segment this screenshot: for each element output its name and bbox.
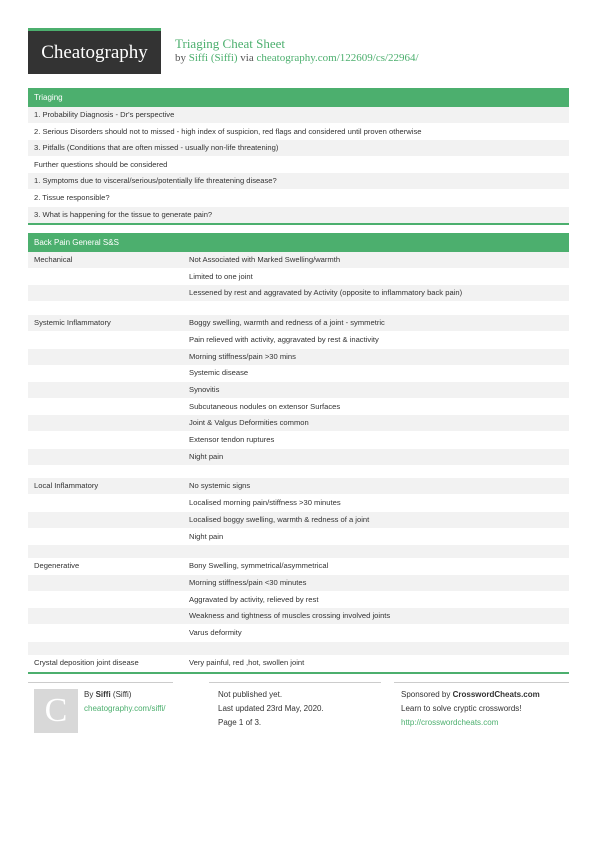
- triaging-row: [28, 124, 569, 140]
- sign-row: [28, 655, 569, 671]
- logo-text: Cheatography: [41, 42, 148, 63]
- triaging-row-text: 2. Tissue responsible?: [34, 193, 110, 202]
- sign-text: Morning stiffness/pain >30 mins: [189, 351, 296, 361]
- sign-text: Aggravated by activity, relieved by rest: [189, 594, 319, 604]
- footer-by-label: By: [84, 690, 94, 699]
- triaging-row-text: 3. What is happening for the tissue to generate pain?: [34, 209, 213, 219]
- sign-row: [28, 478, 569, 494]
- footer-divider: [394, 682, 569, 683]
- sign-text: Weakness and tightness of muscles crossing involved joints: [189, 611, 391, 621]
- footer-author-name[interactable]: Siffi: [95, 690, 111, 699]
- sign-text: Varus deformity: [189, 628, 242, 637]
- sponsor-name[interactable]: CrosswordCheats.com: [452, 690, 540, 699]
- sign-row: [28, 575, 569, 591]
- triaging-divider: [28, 223, 569, 225]
- sign-text: Synovitis: [189, 384, 220, 394]
- sign-row: [28, 512, 569, 528]
- byline: [175, 52, 419, 64]
- group-spacer: [28, 642, 569, 655]
- sign-row: [28, 315, 569, 331]
- sign-row: [28, 332, 569, 348]
- sign-row: [28, 558, 569, 574]
- sponsor-prefix: Sponsored by: [401, 690, 451, 699]
- triaging-row-text: Further questions should be considered: [34, 159, 168, 169]
- sign-text: No systemic signs: [189, 481, 251, 491]
- back-pain-divider: [28, 672, 569, 674]
- footer-divider: [209, 682, 381, 683]
- triaging-row: [28, 157, 569, 173]
- sign-text: Pain relieved with activity, aggravated by rest & inactivity: [189, 334, 379, 344]
- author-link[interactable]: Siffi (Siffi): [188, 52, 238, 64]
- last-updated: Last updated 23rd May, 2020.: [218, 704, 324, 713]
- group-spacer: [28, 465, 569, 478]
- sign-text: Bony Swelling, symmetrical/asymmetrical: [189, 561, 329, 571]
- triaging-row-text: 3. Pitfalls (Conditions that are often missed - usually non-life threatening): [34, 143, 279, 153]
- triaging-row-text: 2. Serious Disorders should not to missed - high index of suspicion, red flags and considered until proven otherwise: [34, 126, 422, 136]
- sign-text: Localised boggy swelling, warmth & redness of a joint: [189, 514, 370, 524]
- author-avatar[interactable]: C: [34, 689, 78, 733]
- sign-row: [28, 285, 569, 301]
- condition-label: Systemic Inflammatory: [34, 318, 111, 328]
- sign-row: [28, 592, 569, 608]
- sheet-url-link[interactable]: cheatography.com/122609/cs/22964/: [256, 52, 419, 64]
- footer-author-suffix: (Siffi): [112, 690, 132, 699]
- sign-row: [28, 529, 569, 545]
- triaging-row: [28, 173, 569, 189]
- sign-text: Systemic disease: [189, 368, 249, 378]
- footer-author-url[interactable]: cheatography.com/siffi/: [84, 704, 166, 713]
- sign-text: Lessened by rest and aggravated by Activity (opposite to inflammatory back pain): [189, 288, 463, 298]
- sign-text: Limited to one joint: [189, 271, 253, 281]
- sign-text: Night pain: [189, 531, 224, 541]
- condition-label: Crystal deposition joint disease: [34, 657, 139, 667]
- footer-author: [84, 690, 131, 699]
- sign-row: [28, 349, 569, 365]
- sign-text: Extensor tendon ruptures: [189, 435, 275, 444]
- cheatography-logo[interactable]: [28, 28, 161, 74]
- sign-row: [28, 252, 569, 268]
- condition-label: Local Inflammatory: [34, 481, 99, 491]
- triaging-row: [28, 207, 569, 223]
- byline-prefix: by: [175, 52, 186, 64]
- condition-label: Mechanical: [34, 255, 73, 264]
- sign-row: [28, 382, 569, 398]
- footer-divider: [28, 682, 173, 683]
- sign-row: [28, 608, 569, 624]
- sponsor-line: [401, 690, 540, 699]
- sign-row: [28, 432, 569, 448]
- triaging-row: [28, 140, 569, 156]
- triaging-row: [28, 190, 569, 206]
- sign-text: Joint & Valgus Deformities common: [189, 418, 309, 428]
- sponsor-tagline: Learn to solve cryptic crosswords!: [401, 704, 522, 713]
- page-header: [28, 28, 572, 74]
- sign-text: Night pain: [189, 451, 224, 461]
- triaging-row-text: 1. Symptoms due to visceral/serious/potentially life threatening disease?: [34, 176, 277, 186]
- sign-row: [28, 625, 569, 641]
- sign-row: [28, 399, 569, 415]
- sign-row: [28, 495, 569, 511]
- triaging-heading: Triaging: [28, 88, 569, 107]
- sign-text: Morning stiffness/pain <30 minutes: [189, 577, 307, 587]
- back-pain-heading: Back Pain General S&S: [28, 233, 569, 252]
- sign-text: Boggy swelling, warmth and redness of a joint - symmetric: [189, 318, 385, 328]
- via-text: via: [240, 52, 254, 64]
- sign-row: [28, 269, 569, 285]
- sign-text: Subcutaneous nodules on extensor Surfaces: [189, 401, 341, 411]
- sign-text: Not Associated with Marked Swelling/warmth: [189, 255, 341, 264]
- sign-row: [28, 415, 569, 431]
- group-spacer: [28, 302, 569, 315]
- group-spacer: [28, 545, 569, 558]
- sign-row: [28, 449, 569, 465]
- triaging-row-text: 1. Probability Diagnosis - Dr's perspective: [34, 110, 175, 119]
- condition-label: Degenerative: [34, 561, 80, 571]
- sign-text: Localised morning pain/stiffness >30 minutes: [189, 498, 341, 508]
- triaging-row: [28, 107, 569, 123]
- sign-text: Very painful, red ,hot, swollen joint: [189, 657, 305, 667]
- sponsor-url[interactable]: http://crosswordcheats.com: [401, 718, 499, 727]
- page-footer: [28, 682, 572, 742]
- page-title: Triaging Cheat Sheet: [175, 36, 286, 51]
- sign-row: [28, 365, 569, 381]
- publish-status: Not published yet.: [218, 690, 283, 699]
- page-number: Page 1 of 3.: [218, 718, 262, 727]
